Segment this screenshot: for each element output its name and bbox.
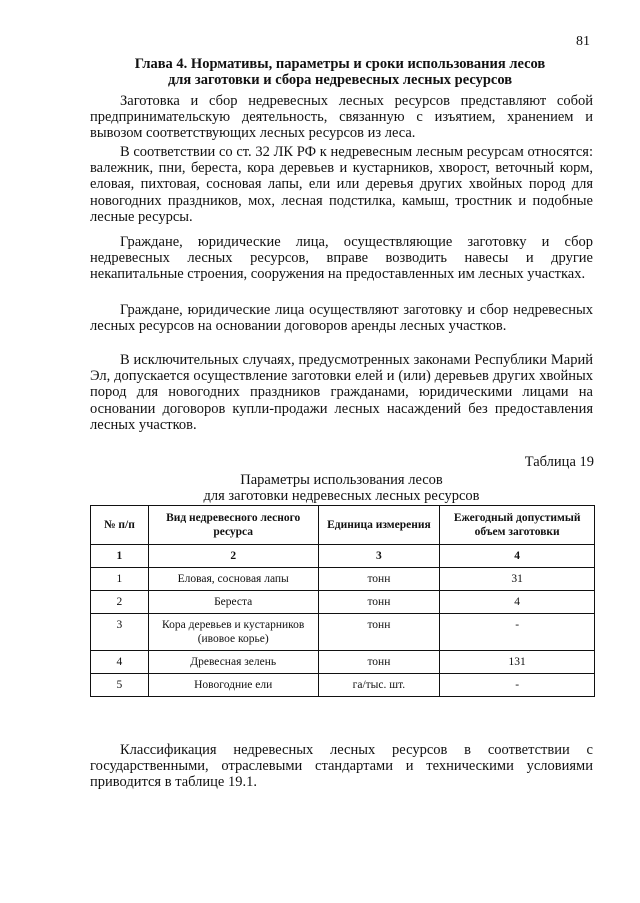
table-row — [91, 591, 595, 614]
paragraph-4 — [90, 302, 593, 334]
cell-volume: - — [440, 614, 595, 651]
chapter-title-line-1: Глава 4. Нормативы, параметры и сроки использования лесов — [134, 56, 546, 72]
cell-resource: Еловая, сосновая лапы — [148, 568, 318, 591]
resources-table — [90, 505, 595, 697]
column-number: 1 — [91, 545, 149, 568]
cell-number: 5 — [91, 674, 149, 697]
page-number: 81 — [576, 34, 590, 49]
column-number: 3 — [318, 545, 440, 568]
cell-volume: - — [440, 674, 595, 697]
cell-resource: Береста — [148, 591, 318, 614]
cell-resource: Древесная зелень — [148, 651, 318, 674]
table-caption — [90, 472, 593, 504]
paragraph-5 — [90, 352, 593, 433]
paragraph-text: Граждане, юридические лица осуществляют заготовку и сбор недревесных лесных ресурсов на основании договоров аренды лесных участков. — [90, 302, 593, 335]
cell-number: 1 — [91, 568, 149, 591]
cell-number: 3 — [91, 614, 149, 651]
cell-volume: 31 — [440, 568, 595, 591]
table-caption-line-2: для заготовки недревесных лесных ресурсов — [203, 488, 480, 504]
paragraph-3 — [90, 234, 593, 283]
table-row — [91, 674, 595, 697]
paragraph-text: Классификация недревесных лесных ресурсов в соответствии с государственными, отраслевыми стандартами и техническими условиями приводится в таблице 19.1. — [90, 742, 593, 791]
chapter-title-line-2: для заготовки и сбора недревесных лесных ресурсов — [167, 72, 513, 88]
table-row — [91, 568, 595, 591]
table-header-row — [91, 506, 595, 545]
paragraph-1 — [90, 93, 593, 142]
table-label: Таблица 19 — [524, 454, 594, 470]
table-row — [91, 614, 595, 651]
paragraph-2 — [90, 144, 593, 225]
header-number: № п/п — [91, 506, 149, 545]
paragraph-text: Граждане, юридические лица, осуществляющие заготовку и сбор недревесных лесных ресурсов, вправе возводить навесы и другие некапитальные строения, сооружения на предоставленных им лесных участках. — [90, 234, 593, 283]
table-row — [91, 651, 595, 674]
chapter-title — [90, 56, 590, 88]
column-number-row — [91, 545, 595, 568]
column-number: 2 — [148, 545, 318, 568]
table-caption-line-1: Параметры использования лесов — [240, 472, 443, 488]
cell-unit: тонн — [318, 591, 440, 614]
header-volume: Ежегодный допустимый объем заготовки — [440, 506, 595, 545]
cell-volume: 4 — [440, 591, 595, 614]
cell-unit: тонн — [318, 651, 440, 674]
cell-resource: Новогодние ели — [148, 674, 318, 697]
cell-number: 2 — [91, 591, 149, 614]
cell-volume: 131 — [440, 651, 595, 674]
paragraph-text: В исключительных случаях, предусмотренных законами Республики Марий Эл, допускается осуществление заготовки елей и (или) деревьев других хвойных пород для новогодних праздников гражданами, юридическими лицами на основании договоров купли-продажи лесных насаждений без предоставления лесных участков. — [90, 352, 593, 433]
paragraph-text: В соответствии со ст. 32 ЛК РФ к недревесным лесным ресурсам относятся: валежник, пни, береста, кора деревьев и кустарников, хворост, веточный корм, еловая, пихтовая, сосновая лапы, ели или деревья других хвойных пород для новогодних праздников, мох, лесная подстилка, камыш, тростник и подобные лесные ресурсы. — [90, 144, 593, 225]
column-number: 4 — [440, 545, 595, 568]
final-paragraph — [90, 742, 593, 791]
paragraph-text: Заготовка и сбор недревесных лесных ресурсов представляют собой предпринимательскую деятельность, связанную с изъятием, хранением и вывозом соответствующих лесных ресурсов из леса. — [90, 93, 593, 142]
cell-number: 4 — [91, 651, 149, 674]
header-resource: Вид недревесного лесного ресурса — [148, 506, 318, 545]
header-unit: Единица измерения — [318, 506, 440, 545]
cell-unit: тонн — [318, 614, 440, 651]
cell-unit: тонн — [318, 568, 440, 591]
cell-resource: Кора деревьев и кустарников (ивовое корье) — [148, 614, 318, 651]
cell-unit: га/тыс. шт. — [318, 674, 440, 697]
